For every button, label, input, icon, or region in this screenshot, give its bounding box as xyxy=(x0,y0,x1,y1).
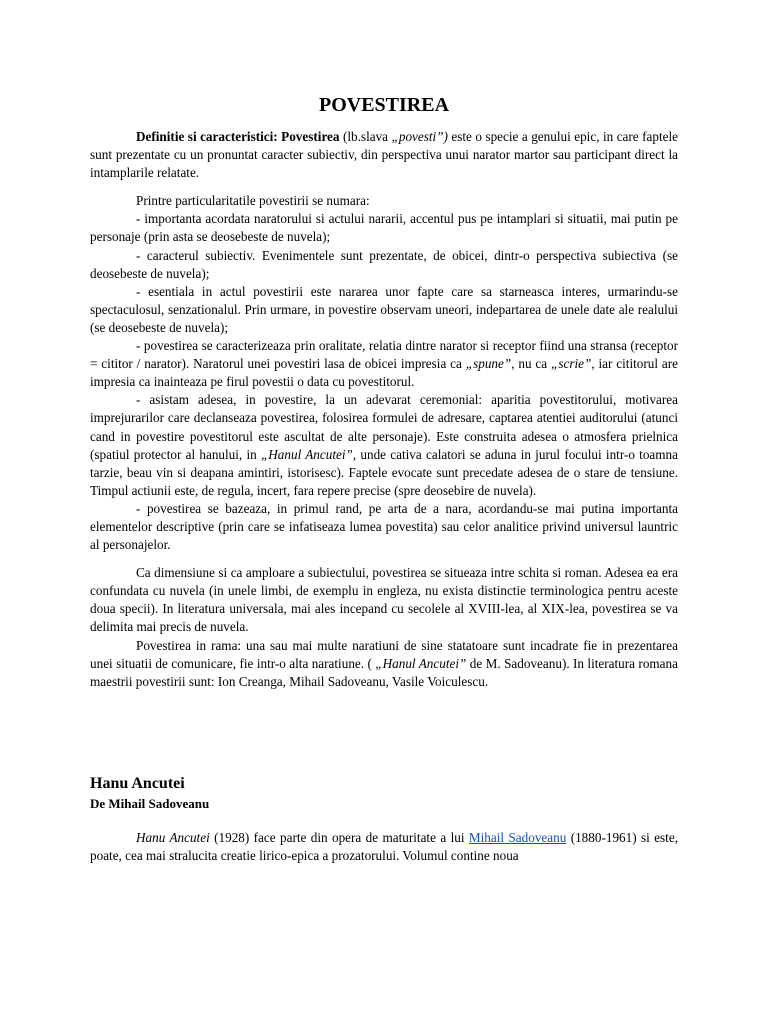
item5-text-a: - asistam adesea, in povestire, la un adevarat ceremonial: aparitia povestitorului, motivarea imprejurarilor care declanseaza povestirea, folosirea formulei de adresare, captarea atentiei auditorului (atunci cand in povestire povestitorul este ascultat de alte personaje). Este construita adesea o atmosfera prielnica (spatiul protector al hanului, in xyxy=(90,392,678,462)
particularity-item-2: - caracterul subiectiv. Evenimentele sunt prezentate, de obicei, dintr-o perspectiva subiectiva (se deosebeste de nuvela); xyxy=(90,247,678,281)
item5-text-b: , unde cativa calatori se aduna in jurul focului intr-o toamna tarzie, beau vin si deapana amintiri, istorisesc). Faptele evocate sunt precedate adesea de o stare de tensiune. Timpul actiunii este, de regula, incert, fara repere precise (spre deosebire de nuvela). xyxy=(90,446,678,498)
frame-paragraph xyxy=(90,637,678,691)
particularities-intro: Printre particularitatile povestirii se numara: xyxy=(136,193,370,209)
section-title: Hanu Ancutei xyxy=(90,774,185,792)
particularity-item-5 xyxy=(90,391,678,500)
author-link[interactable]: Mihail Sadoveanu xyxy=(468,829,567,845)
definition-text-a: (lb.slava xyxy=(339,129,392,144)
particularity-item-6: - povestirea se bazeaza, in primul rand, pe arta de a nara, acordandu-se mai putina importanta elementelor descriptive (prin care se infatiseaza lumea povestita) sau celor analitice privind universul launtric al personajelor. xyxy=(90,500,678,553)
item5-hanul: „Hanul Ancutei” xyxy=(260,446,353,462)
particularity-item-4 xyxy=(90,337,678,391)
item4-spune: „spune” xyxy=(465,356,512,372)
definition-quote-word: „povesti”) xyxy=(391,129,448,144)
section-paragraph xyxy=(90,829,678,865)
section-text-b: (1880-1961) si este, poate, cea mai stralucita creatie lirico-epica a prozatorului. Volumul contine noua xyxy=(90,829,678,863)
dimension-paragraph: Ca dimensiune si ca amploare a subiectului, povestirea se situeaza intre schita si roman. Adesea ea era confundata cu nuvela (in unele limbi, de exemplu in engleza, nu exista distinctie terminologica pentru aceste doua specii). In literatura universala, mai ales incepand cu secolele al XVIII-lea, al XIX-lea, povestirea se va delimita mai precis de nuvela. xyxy=(90,565,678,635)
frame-hanul: „Hanul Ancutei” xyxy=(375,655,467,671)
definition-text-b: este o specie a genului epic, in care faptele sunt prezentate cu un pronuntat caracter subiectiv, din perspectiva unui narator martor sau participant direct la intamplarile relatate. xyxy=(90,129,678,181)
section-text-a: (1928) face parte din opera de maturitate a lui xyxy=(209,829,469,845)
item4-text-c: , iar cititorul are impresia ca inainteaza pe firul povestii o data cu povestitorul. xyxy=(90,356,678,390)
section-book-title: Hanu Ancutei xyxy=(136,829,210,845)
frame-text-b: de M. Sadoveanu). In literatura romana maestrii povestirii sunt: Ion Creanga, Mihail Sadoveanu, Vasile Voiculescu. xyxy=(90,655,678,689)
item4-text-b: , nu ca xyxy=(511,356,552,372)
document-title: POVESTIREA xyxy=(318,94,450,116)
section-subtitle: De Mihail Sadoveanu xyxy=(90,795,210,811)
particularity-item-3: - esentiala in actul povestirii este nararea unor fapte care sa starneasca interes, urmarindu-se spectaculosul, senzationalul. Prin urmare, in povestire observam uneori, indepartarea de unele date ale realului (se deosebeste de nuvela); xyxy=(90,283,678,335)
document-page xyxy=(90,92,678,865)
particularity-item-1: - importanta acordata naratorului si actului nararii, accentul pus pe intamplari si situatii, mai putin pe personaje (prin asta se deosebeste de nuvela); xyxy=(90,211,678,245)
frame-text-a: Povestirea in rama: una sau mai multe naratiuni de sine statatoare sunt incadrate fie in prezentarea unei situatii de comunicare, fie intr-o alta naratiune. ( xyxy=(90,637,678,671)
item4-scrie: „scrie” xyxy=(551,356,592,372)
item4-text-a: - povestirea se caracterizeaza prin oralitate, relatia dintre narator si receptor fiind una stransa (receptor = cititor / narator). Naratorul unei povestiri lasa de obicei impresia ca xyxy=(90,338,678,372)
definition-paragraph xyxy=(90,128,678,182)
definition-label: Definitie si caracteristici: Povestirea xyxy=(136,129,340,144)
